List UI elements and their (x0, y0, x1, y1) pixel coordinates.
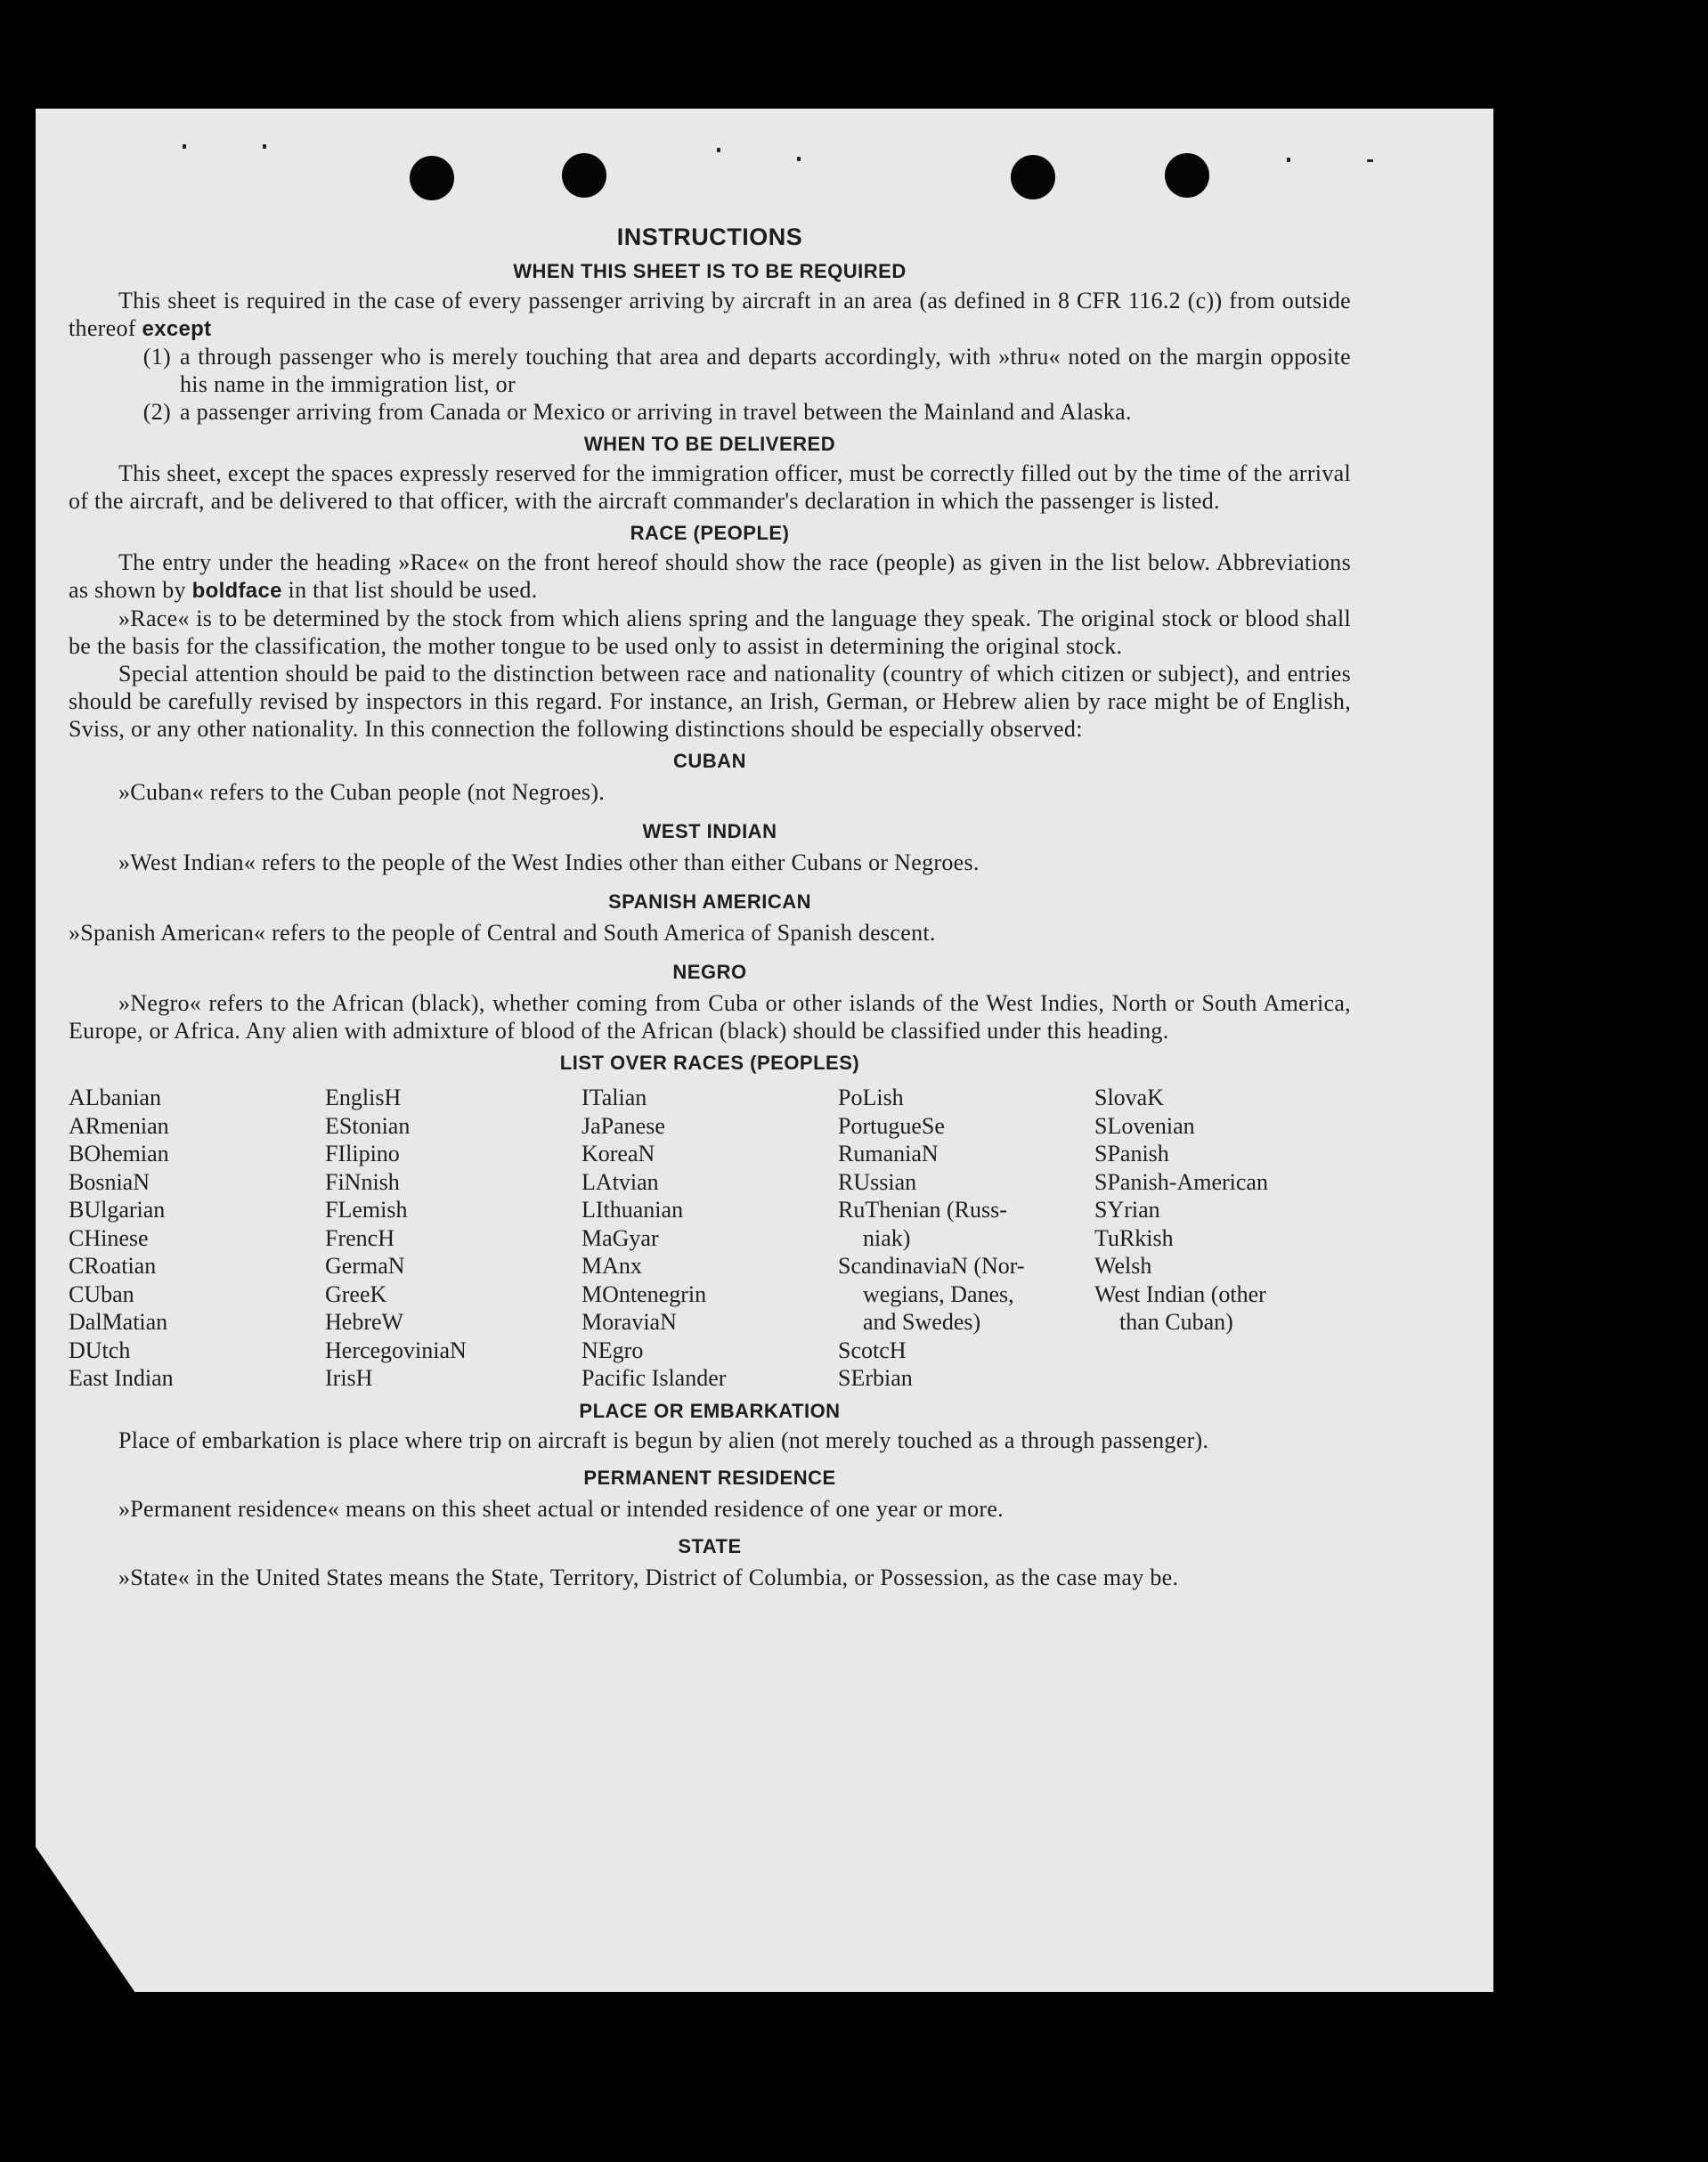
race-entry: EStonian (325, 1112, 411, 1139)
race-entry: EnglisH (325, 1085, 402, 1110)
race-entry: CUban (69, 1280, 134, 1307)
race-entry: West Indian (other (1094, 1280, 1266, 1307)
item-text: a through passenger who is merely touching that area and departs accordingly, with »thru« noted on the margin opposite his name in the immigration list, or (180, 344, 1351, 397)
bold-text: boldface (191, 579, 282, 603)
race-entry: JaPanese (582, 1112, 665, 1139)
paragraph: »Spanish American« refers to the people of Central and South America of Spanish descent. (69, 920, 936, 946)
race-entry: LIthuanian (582, 1197, 684, 1223)
paragraph: »Cuban« refers to the Cuban people (not Negroes). (118, 779, 606, 805)
race-entry: BOhemian (69, 1141, 169, 1166)
races-list (69, 1084, 1351, 1393)
race-entry: SlovaK (1094, 1085, 1164, 1110)
text-run: in that list should be used. (281, 577, 538, 603)
section-heading: WHEN THIS SHEET IS TO BE REQUIRED (513, 260, 907, 282)
race-entry: GreeK (325, 1280, 387, 1307)
paragraph: »West Indian« refers to the people of the West Indies other than either Cubans or Negroes. (118, 849, 980, 875)
paragraph: Special attention should be paid to the distinction between race and nationality (country of which citizen or subject), and entries should be carefully revised by inspectors in this regard. For instance, an Irish, German, or Hebrew alien by race might be of English, Sviss, or any other nationality. In this connection the following distinctions should be especially observed: (69, 661, 1351, 742)
dust-speck (1287, 158, 1290, 162)
race-entry: PortugueSe (838, 1112, 945, 1139)
race-entry: HebreW (325, 1309, 404, 1335)
text-run: This sheet is required in the case of every passenger arriving by aircraft in an area (as defined in 8 CFR 116.2 (c)) from outside thereof (69, 288, 1351, 341)
races-column (582, 1084, 838, 1393)
race-entry-continuation: and Swedes) (863, 1309, 981, 1335)
race-entry: PoLish (838, 1085, 904, 1110)
race-entry: DUtch (69, 1337, 131, 1363)
races-column (69, 1084, 325, 1393)
list-item (69, 343, 1351, 398)
race-entry: MaGyar (582, 1224, 659, 1251)
races-column (325, 1084, 582, 1393)
section-heading: WHEN TO BE DELIVERED (583, 433, 836, 455)
race-entry: CRoatian (69, 1253, 157, 1279)
race-entry: RUssian (838, 1168, 917, 1195)
race-entry: RuThenian (Russ- (838, 1197, 1007, 1223)
race-entry: ALbanian (69, 1085, 161, 1110)
race-entry: East Indian (69, 1365, 174, 1391)
race-entry-continuation: than Cuban) (1119, 1309, 1233, 1335)
race-entry: LAtvian (582, 1168, 659, 1195)
race-entry: IrisH (325, 1365, 373, 1391)
paragraph (69, 287, 1351, 343)
race-entry: MAnx (582, 1253, 642, 1279)
punch-hole (410, 156, 454, 200)
dust-speck (1367, 159, 1373, 162)
race-entry: MOntenegrin (582, 1280, 707, 1307)
race-entry: Pacific Islander (582, 1365, 727, 1391)
race-entry: BosniaN (69, 1168, 150, 1195)
section-heading: CUBAN (673, 750, 746, 772)
dust-speck (717, 148, 720, 152)
punch-hole (1011, 155, 1055, 199)
punch-hole (1165, 153, 1209, 198)
text-run: The entry under the heading »Race« on the front hereof should show the race (people) as given in the list below. Abbreviations as shown by (69, 549, 1351, 603)
instructions-content (69, 221, 1351, 1591)
race-entry: ARmenian (69, 1112, 169, 1139)
race-entry: FiNnish (325, 1168, 400, 1195)
races-column (1094, 1084, 1351, 1393)
paragraph: »Permanent residence« means on this sheet actual or intended residence of one year or more. (118, 1495, 1004, 1522)
list-item (69, 398, 1351, 426)
section-heading: PLACE OR EMBARKATION (579, 1399, 841, 1422)
race-entry: FIlipino (325, 1141, 400, 1166)
race-entry: SLovenian (1094, 1112, 1195, 1139)
race-entry: SErbian (838, 1365, 913, 1391)
race-entry: ITalian (582, 1085, 647, 1110)
dust-speck (263, 144, 266, 149)
bold-text: except (142, 317, 212, 341)
race-entry: MoraviaN (582, 1309, 677, 1335)
race-entry: BUlgarian (69, 1197, 166, 1223)
race-entry: NEgro (582, 1337, 644, 1363)
item-number: (1) (142, 344, 171, 370)
race-entry: TuRkish (1094, 1224, 1174, 1251)
paragraph: »Race« is to be determined by the stock from which aliens spring and the language they speak. The original stock or blood shall be the basis for the classification, the mother tongue to be used only to assist in determining the original stock. (69, 606, 1351, 659)
race-entry-continuation: niak) (863, 1224, 911, 1251)
race-entry: SPanish-American (1094, 1168, 1268, 1195)
item-text: a passenger arriving from Canada or Mexico or arriving in travel between the Mainland and Alaska. (180, 399, 1132, 425)
races-column (838, 1084, 1094, 1393)
item-number: (2) (142, 399, 171, 425)
race-entry: ScotcH (838, 1337, 907, 1363)
paragraph: Place of embarkation is place where trip on aircraft is begun by alien (not merely touched as a through passenger). (118, 1426, 1209, 1453)
race-entry: SPanish (1094, 1141, 1169, 1166)
paragraph (69, 549, 1351, 605)
race-entry: HercegoviniaN (325, 1337, 467, 1363)
race-entry: Welsh (1094, 1253, 1152, 1279)
race-entry: DalMatian (69, 1309, 168, 1335)
section-heading: LIST OVER RACES (PEOPLES) (559, 1052, 860, 1074)
dust-speck (183, 144, 186, 149)
section-heading: PERMANENT RESIDENCE (583, 1466, 836, 1489)
race-entry-continuation: wegians, Danes, (863, 1280, 1014, 1307)
race-entry: GermaN (325, 1253, 405, 1279)
paragraph: »State« in the United States means the State, Territory, District of Columbia, or Possession, as the case may be. (118, 1564, 1179, 1590)
punch-hole (562, 153, 606, 198)
section-heading: RACE (PEOPLE) (630, 522, 790, 544)
section-heading: STATE (678, 1534, 742, 1557)
race-entry: FrencH (325, 1224, 394, 1251)
section-heading: NEGRO (672, 961, 747, 983)
race-entry: RumaniaN (838, 1141, 939, 1166)
race-entry: CHinese (69, 1224, 149, 1251)
paragraph: »Negro« refers to the African (black), whether coming from Cuba or other islands of the West Indies, North or South America, Europe, or Africa. Any alien with admixture of blood of the African (black) should be classified under this heading. (69, 990, 1351, 1044)
race-entry: SYrian (1094, 1197, 1160, 1223)
dust-speck (797, 157, 801, 161)
section-heading: WEST INDIAN (642, 820, 777, 842)
race-entry: KoreaN (582, 1141, 655, 1166)
race-entry: ScandinaviaN (Nor- (838, 1253, 1025, 1279)
section-heading: SPANISH AMERICAN (607, 890, 811, 913)
race-entry: FLemish (325, 1197, 408, 1223)
page-title: INSTRUCTIONS (616, 224, 803, 250)
paragraph: This sheet, except the spaces expressly reserved for the immigration officer, must be correctly filled out by the time of the arrival of the aircraft, and be delivered to that officer, with the aircraft commander's declaration in which the passenger is listed. (69, 460, 1351, 514)
